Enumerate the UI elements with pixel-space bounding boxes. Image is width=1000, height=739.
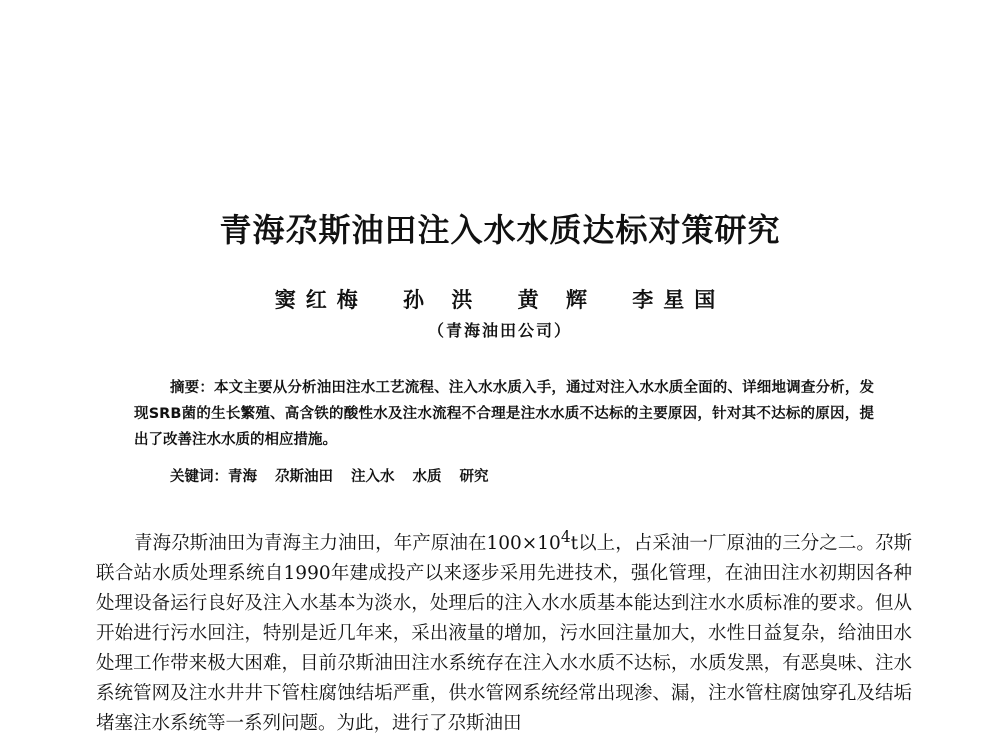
abstract-label: 摘要： <box>170 380 215 396</box>
keyword: 研究 <box>459 469 489 485</box>
superscript-exponent: 4 <box>560 528 571 546</box>
abstract <box>134 375 874 453</box>
affiliation: （青海油田公司） <box>427 321 572 340</box>
author-name: 李星国 <box>632 288 726 312</box>
keyword: 注入水 <box>351 469 395 485</box>
author-list <box>0 284 1000 314</box>
keyword: 水质 <box>412 469 442 485</box>
body-text-part: 青海尕斯油田为青海主力油田，年产原油在100×10 <box>134 533 561 555</box>
keywords-label: 关键词： <box>170 469 228 485</box>
keyword: 尕斯油田 <box>275 469 333 485</box>
paper-title: 青海尕斯油田注入水水质达标对策研究 <box>219 211 781 249</box>
author-name: 黄 辉 <box>517 288 597 312</box>
author-name: 孙 洪 <box>403 288 483 312</box>
body-paragraph <box>96 522 912 739</box>
keywords <box>170 465 507 486</box>
keyword: 青海 <box>228 469 257 485</box>
author-name: 窦红梅 <box>274 288 368 312</box>
abstract-text: 本文主要从分析油田注水工艺流程、注入水水质入手，通过对注入水水质全面的、详细地调查分析，发现SRB菌的生长繁殖、高含铁的酸性水及注水流程不合理是注水水质不达标的主要原因，针对其不达标的原因，提出了改善注水水质的相应措施。 <box>134 380 875 448</box>
body-text-part: t以上，占采油一厂原油的三分之二。尕斯联合站水质处理系统自1990年建成投产以来逐步采用先进技术，强化管理，在油田注水初期因各种处理设备运行良好及注入水基本为淡水，处理后的注入水水质基本能达到注水水质标准的要求。但从开始进行污水回注，特别是近几年来，采出液量的增加，污水回注量加大，水性日益复杂，给油田水处理工作带来极大困难，目前尕斯油田注水系统存在注入水水质不达标，水质发黑，有恶臭味、注水系统管网及注水井井下管柱腐蚀结垢严重，供水管网系统经常出现渗、漏，注水管柱腐蚀穿孔及结垢堵塞注水系统等一系列问题。为此，进行了尕斯油田 <box>96 533 912 735</box>
